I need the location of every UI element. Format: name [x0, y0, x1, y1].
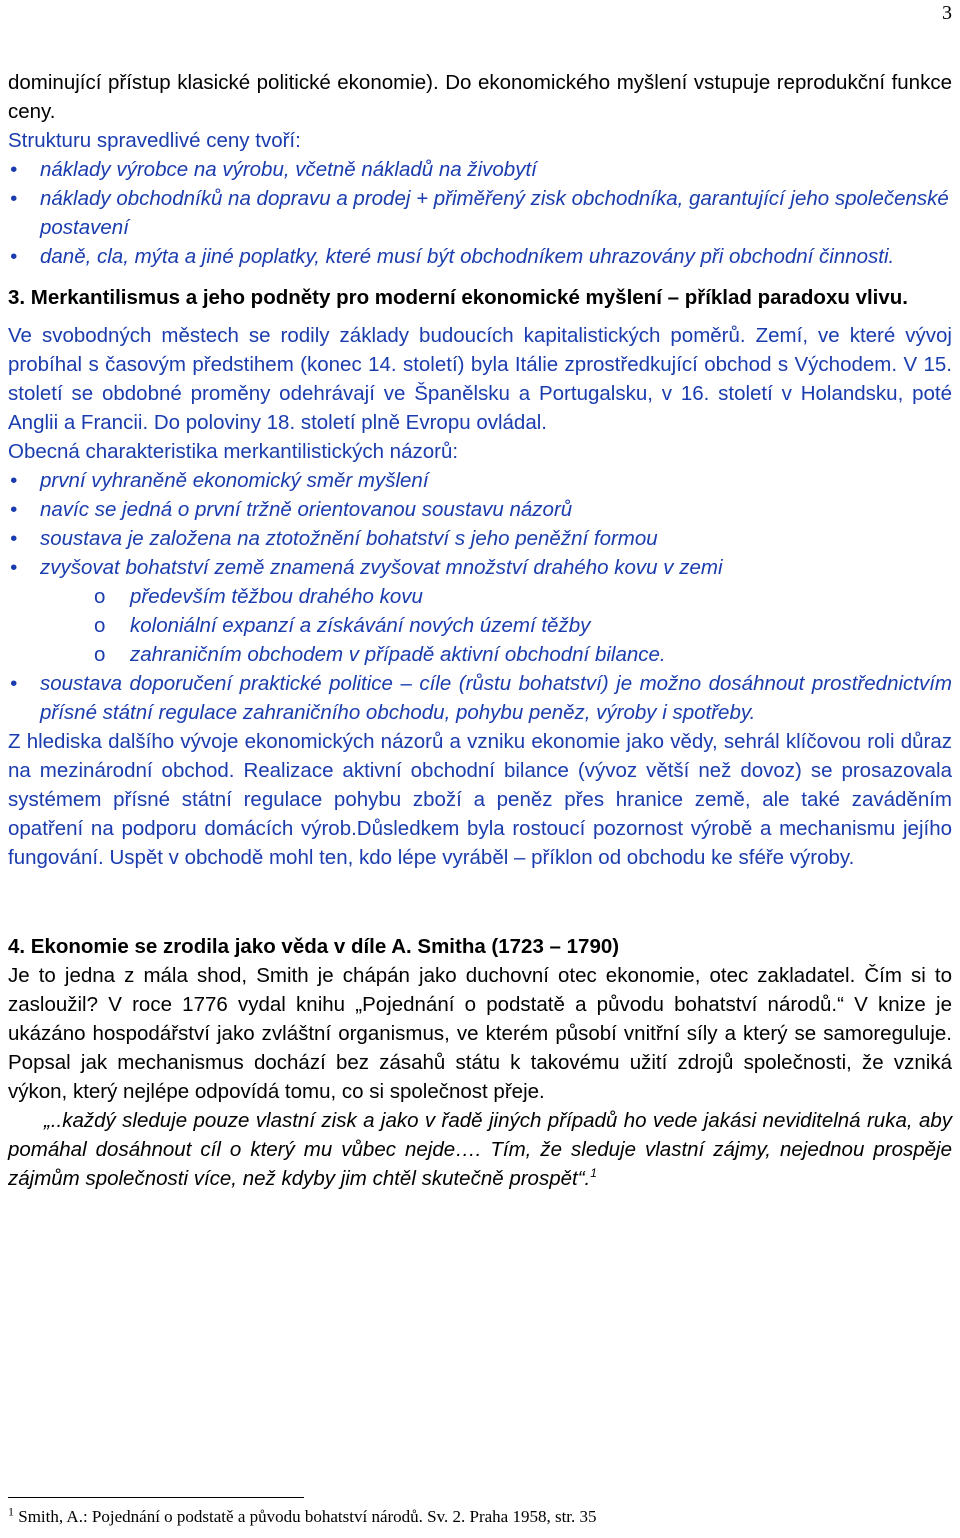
footnote-reference: 1 [590, 1166, 597, 1181]
sub-list-item [8, 611, 952, 640]
section-3-paragraph-2: Z hlediska dalšího vývoje ekonomických názorů a vzniku ekonomie jako vědy, sehrál klíčovou roli důraz na mezinárodní obchod. Realizace aktivní obchodní bilance (vývoz větší než dovoz) se prosazovala systémem přísné státní regulace pohybu zboží a peněz přes hranice země, ale také zaváděním opatření na podporu domácích výrob.Důsledkem byla rostoucí pozornost výrobě a mechanismu jejího fungování. Uspět v obchodě mohl ten, kdo lépe vyráběl – příklon od obchodu ke sféře výroby. [8, 730, 952, 869]
section-4-paragraph: Je to jedna z mála shod, Smith je chápán jako duchovní otec ekonomie, otec zakladatel. Čím si to zasloužil? V roce 1776 vydal knihu „Pojednání o podstatě a původu bohatství národů.“ V knize je ukázáno hospodářství jako zvláštní organismus, ve kterém působí vnitřní síly a který se samoreguluje. Popsal jak mechanismus dochází bez zásahů státu k takovému užití zdrojů společnosti, že vzniká výkon, který nejlépe odpovídá tomu, co si společnost přeje. [8, 964, 952, 1103]
section-3-heading: 3. Merkantilismus a jeho podněty pro moderní ekonomické myšlení – příklad paradoxu vlivu. [8, 286, 908, 309]
footnote [8, 1506, 597, 1528]
footnote-divider [8, 1497, 304, 1498]
merkantilismus-list [8, 466, 952, 582]
list-item: • první vyhraněně ekonomický směr myšlení [8, 466, 952, 495]
list-item: • náklady obchodníků na dopravu a prodej + přiměřený zisk obchodníka, garantující jeho společenské postavení [8, 184, 952, 242]
footnote-marker: 1 [8, 1504, 14, 1519]
struktura-list [8, 155, 952, 271]
struktura-heading: Strukturu spravedlivé ceny tvoří: [8, 129, 301, 152]
obecna-heading: Obecná charakteristika merkantilistických názorů: [8, 440, 459, 463]
page-number: 3 [942, 2, 952, 24]
section-3-paragraph: Ve svobodných městech se rodily základy budoucích kapitalistických poměrů. Zemí, ve které vývoj probíhal s časovým předstihem (konec 14. století) byla Itálie zprostředkující obchod s Východem. V 15. století se obdobné proměny odehrávají ve Španělsku a Portugalsku, v 16. století v Holandsku, poté Anglii a Francii. Do poloviny 18. století plně Evropu ovládal. [8, 324, 952, 434]
sub-marker: o [94, 643, 106, 666]
list-item: • daně, cla, mýta a jiné poplatky, které musí být obchodníkem uhrazovány při obchodní činnosti. [8, 242, 952, 271]
section-4-heading: 4. Ekonomie se zrodila jako věda v díle A. Smitha (1723 – 1790) [8, 935, 620, 958]
sub-list-text: koloniální expanzí a získávání nových území těžby [130, 614, 591, 637]
sub-marker: o [94, 585, 106, 608]
sub-list-text: především těžbou drahého kovu [130, 585, 423, 608]
quote-text: „..každý sleduje pouze vlastní zisk a jako v řadě jiných případů ho vede jakási neviditelná ruka, aby pomáhal dosáhnout cíl o který mu vůbec nejde…. Tím, že sleduje vlastní zájmy, nejednou prospěje zájmům společnosti více, než kdyby jim chtěl skutečně prospět“. [8, 1109, 952, 1190]
list-item: • soustava doporučení praktické politice – cíle (růstu bohatství) je možno dosáhnout prostřednictvím přísné státní regulace zahraničního obchodu, pohybu peněz, výroby i spotřeby. [8, 669, 952, 727]
sub-list-text: zahraničním obchodem v případě aktivní obchodní bilance. [130, 643, 666, 666]
list-item: • zvyšovat bohatství země znamená zvyšovat množství drahého kovu v zemi [8, 553, 952, 582]
sub-list [8, 582, 952, 669]
policy-list [8, 669, 952, 727]
sub-marker: o [94, 614, 106, 637]
footnote-text: Smith, A.: Pojednání o podstatě a původu bohatství národů. Sv. 2. Praha 1958, str. 35 [18, 1507, 597, 1526]
smith-quote [8, 1106, 952, 1193]
list-item: • navíc se jedná o první tržně orientovanou soustavu názorů [8, 495, 952, 524]
sub-list-item [8, 640, 952, 669]
intro-paragraph: dominující přístup klasické politické ekonomie). Do ekonomického myšlení vstupuje reprodukční funkce ceny. [8, 71, 952, 123]
list-item: • náklady výrobce na výrobu, včetně nákladů na živobytí [8, 155, 952, 184]
document-body [8, 68, 952, 1193]
list-item: • soustava je založena na ztotožnění bohatství s jeho peněžní formou [8, 524, 952, 553]
sub-list-item [8, 582, 952, 611]
